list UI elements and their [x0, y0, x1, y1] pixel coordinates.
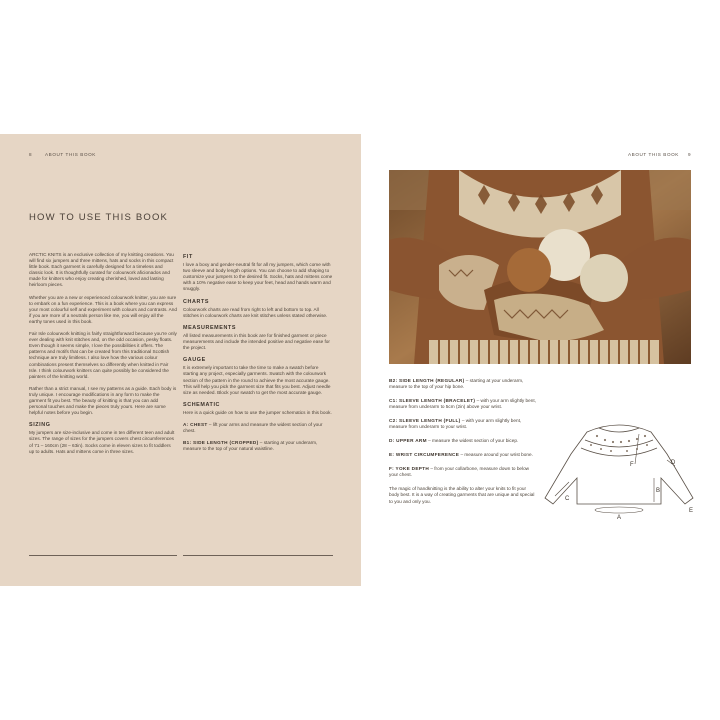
column-rule [183, 555, 333, 556]
measurements-heading: MEASUREMENTS [183, 324, 237, 331]
schematic-label-a: A [617, 515, 622, 520]
left-column-2 [183, 248, 333, 458]
sizing-heading: SIZING [29, 422, 51, 429]
measure-a-text: – lift your arms and measure the widest section of your chest. [183, 421, 323, 434]
intro-paragraph: Fair Isle colourwork knitting is fairly straightforward because you're only ever dealing with knit stitches and, on the odd occasion, pesky floats. Even though it seems simple, I love the possibilities it offers. The patterns and motifs that can be created from this traditional Scottish technique are truly limitless. I also love how the various colour combinations present themselves so differently when knitted in Fair Isle. I think colourwork knitters can quite possibly be considered the painters of the knitting world. [29, 331, 177, 379]
measure-a-label: A: CHEST [183, 421, 208, 427]
charts-text: Colourwork charts are read from right to left and bottom to top. All stitches in colourwork charts are knit stitches unless stated otherwise. [183, 306, 328, 318]
measure-c1-text: – with your arm slightly bent, measure from underarm to 5cm (2in) above your wrist. [389, 398, 536, 410]
left-page-number: 8 [29, 152, 33, 157]
page-title: HOW TO USE THIS BOOK [29, 212, 169, 223]
intro-paragraph: ARCTIC KNITS is an exclusive collection of my knitting creations. You will find six jumpers and three mittens, hats and socks in this compact little book. Each garment is carefully designed for a timeless and classic look. It is thoughtfully curated for colourwork aficionados and made for knitters who enjoy creating cherished, loved and lasting heirloom pieces. [29, 252, 174, 288]
left-column-1 [29, 252, 177, 461]
jumper-schematic [539, 420, 699, 520]
measure-b2-text: – starting at your underarm, measure to the top of your hip bone. [389, 378, 524, 390]
gauge-heading: GAUGE [183, 357, 206, 364]
measure-b1-label: B1: SIDE LENGTH (CROPPED) [183, 440, 259, 446]
measure-e [389, 452, 537, 458]
measure-c2 [389, 418, 537, 431]
schematic-label-f: F [630, 462, 634, 468]
measure-b2 [389, 378, 537, 391]
measure-c1-label: C1: SLEEVE LENGTH (BRACELET) [389, 398, 476, 404]
intro-paragraph: Rather than a strict manual, I see my patterns as a guide. Each body is truly unique. I encourage modifications in any form to make the garment fit you best. The beauty of knitting is that you can add personal touches and make the pieces truly yours. Here are some helpful notes before you begin. [29, 385, 177, 416]
knitwear-photo-illustration [389, 170, 691, 364]
measure-b1 [183, 440, 333, 452]
right-text-column [389, 378, 537, 512]
intro-paragraph: Whether you are a new or experienced colourwork knitter, you are sure to embark on a fun experience. This is a book where you can express your most colourful self and experiment with colours and contrasts. And if you are more of a neutrals person like me, you will enjoy all the earthy tones used in this book. [29, 294, 177, 324]
schematic-text: Here is a quick guide on how to use the jumper schematics in this book. [183, 409, 332, 415]
measure-c2-label: C2: SLEEVE LENGTH (FULL) [389, 418, 461, 424]
right-page-number: 9 [688, 152, 692, 157]
fit-text: I love a boxy and gender-neutral fit for all my jumpers, which come with two sleeve and body length options. You can choose to add shaping to customize your jumpers to the desired fit. Socks, hats and mittens come with a 10% negative ease to keep your feet, head and hands warm and snuggly. [183, 262, 333, 292]
fit-heading: FIT [183, 254, 193, 260]
measure-d [389, 438, 537, 444]
gauge-text: It is extremely important to take the time to make a swatch before starting any project, especially garments. Swatch with the colourwork section of the pattern in the round to achieve the most accurate gauge. This will help you pick the garment size that fits you best. Adjust needle size as needed. Block your swatch to get the most accurate gauge. [183, 365, 331, 395]
measure-b2-label: B2: SIDE LENGTH (REGULAR) [389, 378, 465, 383]
schematic-label-e: E [689, 508, 694, 514]
closing-paragraph: The magic of handknitting is the ability to alter your knits to fit your body best. It is a way of creating garments that are unique and special to you and only you. [389, 485, 535, 504]
measurements-text: All listed measurements in this book are for finished garment or piece measurements and include the intended positive and negative ease for the project. [183, 332, 330, 351]
schematic-label-d: D [671, 460, 676, 466]
measure-b1-text: – starting at your underarm, measure to the top of your natural waistline. [183, 440, 318, 452]
measure-f [389, 466, 537, 479]
measure-f-label: F: YOKE DEPTH [389, 465, 430, 471]
column-rule [29, 555, 177, 556]
charts-heading: CHARTS [183, 298, 210, 305]
right-running-head: ABOUT THIS BOOK [628, 152, 679, 157]
measure-c1 [389, 398, 537, 411]
measure-e-text: – measure around your wrist bone. [459, 452, 533, 458]
knitwear-photo [389, 170, 691, 364]
measure-d-text: – measure the widest section of your bicep. [426, 438, 519, 444]
schematic-heading: SCHEMATIC [183, 401, 221, 408]
sizing-text: My jumpers are size-inclusive and come in ten different teen and adult sizes. The range of sizes for the jumpers covers chest circumferences of 71 – 160cm (28 – 63in). Socks come in eleven sizes to fit toddlers up to adults. Hats and mittens come in three sizes. [29, 430, 175, 454]
measure-f-text: – from your collarbone, measure down to below your chest. [389, 465, 530, 478]
measure-d-label: D: UPPER ARM [389, 438, 427, 444]
jumper-schematic-drawing [539, 420, 699, 520]
left-running-head: ABOUT THIS BOOK [45, 152, 96, 157]
schematic-label-c: C [565, 496, 570, 502]
measure-e-label: E: WRIST CIRCUMFERENCE [389, 452, 460, 458]
measure-c2-text: – with your arm slightly bent, measure from underarm to your wrist. [389, 418, 522, 430]
measure-a [183, 422, 333, 434]
schematic-label-b: B [656, 488, 661, 494]
